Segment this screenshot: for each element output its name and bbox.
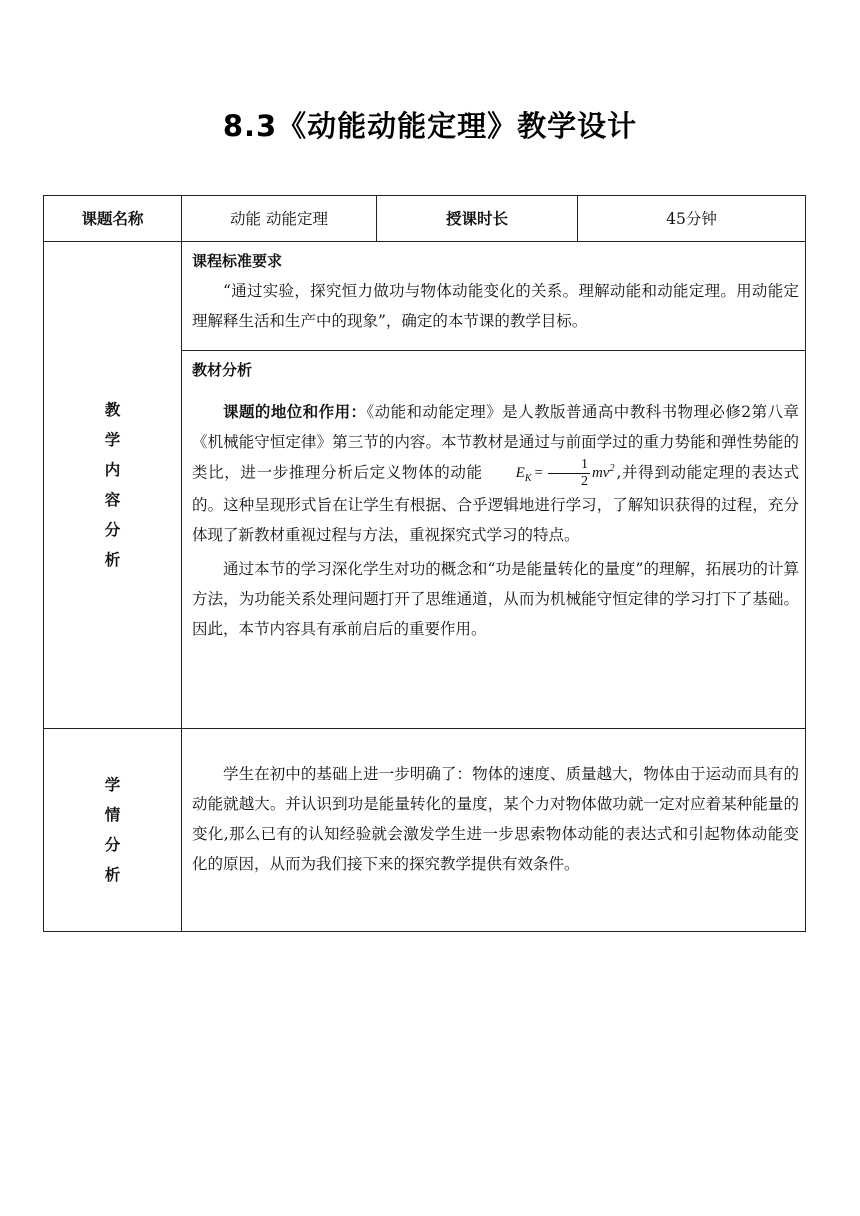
lesson-plan-table	[43, 195, 806, 932]
side-char: 情	[104, 806, 121, 824]
side-char: 分	[104, 521, 121, 539]
side-char: 析	[104, 551, 121, 569]
side-char: 内	[104, 461, 121, 479]
standards-text: “通过实验，探究恒力做功与物体动能变化的关系。理解动能和动能定理。用动能定理解释生活和生产中的现象”，确定的本节课的教学目标。	[192, 282, 799, 330]
side-char: 析	[104, 866, 121, 884]
role-lead: 课题的地位和作用：	[223, 403, 367, 421]
duration-value: 45分钟	[578, 196, 806, 242]
students-cell	[182, 729, 806, 932]
standards-row	[44, 242, 806, 351]
textbook-paragraph-2: 通过本节的学习深化学生对功的概念和“功是能量转化的量度”的理解，拓展功的计算方法，为功能关系处理问题打开了思维通道，从而为机械能守恒定律的学习打下了基础。因此，本节内容具有承前启后的重要作用。	[192, 560, 799, 638]
side-char: 容	[104, 491, 121, 509]
students-row	[44, 729, 806, 932]
course-name-value: 动能 动能定理	[182, 196, 377, 242]
textbook-p1-before: 《动能和动能定理》是人教版普通高中教科书物理必修2第八章《机械能守恒定律》第三节的内容。本节教材是通过与前面学过的重力势能和弹性势能的类比，进一步推理分析后定义物体的动能	[192, 403, 799, 482]
side-char: 教	[104, 401, 121, 419]
formula-fraction	[548, 457, 590, 490]
course-name-label: 课题名称	[44, 196, 182, 242]
standards-cell	[182, 242, 806, 351]
formula-rhs: mv	[591, 464, 610, 481]
textbook-paragraph-1	[182, 397, 805, 550]
formula-rhs-sup: 2	[609, 462, 615, 474]
page-title: 8.3《动能动能定理》教学设计	[222, 109, 638, 143]
content-analysis-label	[44, 242, 182, 729]
students-text: 学生在初中的基础上进一步明确了：物体的速度、质量越大，物体由于运动而具有的动能就越大。并认识到功是能量转化的量度，某个力对物体做功就一定对应着某种能量的变化,那么已有的认知经验就会激发学生进一步思索物体动能的表达式和引起物体动能变化的原因，从而为我们接下来的探究教学提供有效条件。	[192, 765, 799, 873]
side-char: 分	[104, 836, 121, 854]
duration-label: 授课时长	[377, 196, 578, 242]
textbook-cell	[182, 351, 806, 729]
formula-eq: =	[534, 464, 543, 481]
kinetic-energy-formula	[485, 457, 615, 490]
header-row	[44, 196, 806, 242]
textbook-title: 教材分析	[192, 361, 253, 379]
formula-lhs: E	[515, 464, 525, 481]
formula-denominator: 2	[580, 474, 588, 489]
formula-numerator: 1	[548, 457, 590, 474]
side-char: 学	[104, 431, 121, 449]
side-char: 学	[104, 776, 121, 794]
student-analysis-label	[44, 729, 182, 932]
standards-title: 课程标准要求	[192, 252, 283, 270]
textbook-p1-after: ,并得到动能定理的表达式的。这种呈现形式旨在让学生有根据、合乎逻辑地进行学习，了解知识获得的过程，充分体现了新教材重视过程与方法，重视探究式学习的特点。	[192, 463, 799, 544]
formula-lhs-sub: K	[524, 472, 532, 484]
